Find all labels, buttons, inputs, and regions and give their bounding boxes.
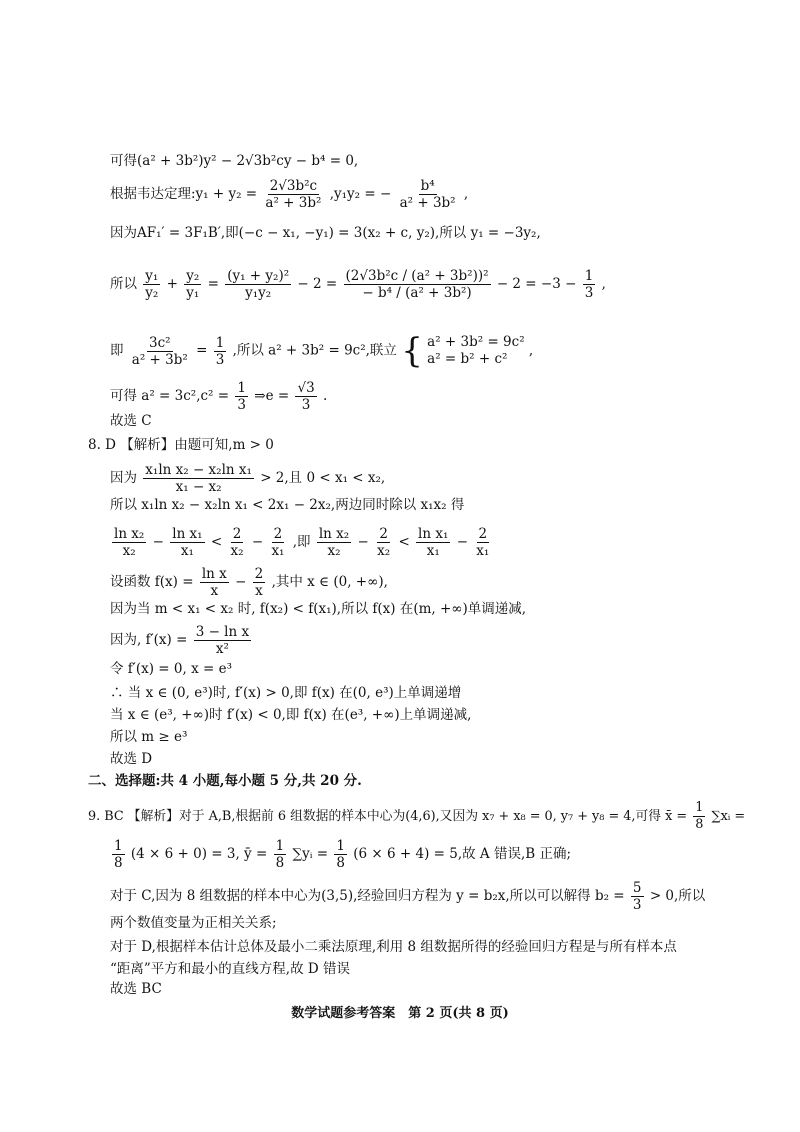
fraction: $\frac{\text{(y₁ + y₂)²}}{\text{y₁y₂}}$ xyxy=(227,268,290,301)
fraction: $\frac{\text{2√3b²c}}{\text{a² + 3b²}}$ xyxy=(265,178,322,211)
fraction: $\frac{1}{8}$ xyxy=(336,838,345,871)
eq-line-quadratic: 可得(a² + 3b²)y² − 2√3b²cy − b⁴ = 0, xyxy=(110,153,359,169)
eq-line: 令 f′(x) = 0, x = e³ xyxy=(110,661,232,677)
eq-line: 因为当 m < x₁ < x₂ 时, f(x₂) < f(x₁),所以 f(x) 在(m, +∞)单调递减, xyxy=(110,601,527,617)
answer-choice: 故选 D xyxy=(110,751,153,767)
compound-fraction: $\frac{\text{(2√3b²c / (a² + 3b²))²}}{\text{− b⁴ / (a² + 3b²)}}$ xyxy=(345,268,489,301)
eq-line-ratio: 所以 $\frac{\text{y₁}}{\text{y₂}}$ + $\frac{\text{y₂}}{\text{y₁}}$ = $\frac{\text{(y₁ + y₂)²}}{\text{y₁y₂}}$ − 2 = $\frac{\text{(2√3b²c / (a² + 3b²))²}}{\text{− b⁴ / (a² + 3b²)}}$ − 2 = −3 − $\frac{1}{3}$ , xyxy=(110,268,606,301)
fraction: $\frac{\text{ln x₂}}{\text{x₂}}$ xyxy=(114,526,145,559)
eq-line: 所以 m ≥ e³ xyxy=(110,729,188,745)
text-line-option-d: 对于 D,根据样本估计总体及最小二乘法原理,利用 8 组数据所得的经验回归方程是与所有样本点 xyxy=(110,939,677,955)
fraction: $\frac{\text{3c²}}{\text{a² + 3b²}}$ xyxy=(131,334,188,368)
eq-line-vieta: 根据韦达定理:y₁ + y₂ = $\frac{\text{2√3b²c}}{\text{a² + 3b²}}$ ,y₁y₂ = − $\frac{\text{b⁴}}{\text{a² + 3b²}}$ , xyxy=(110,178,469,211)
question-9-header: 9. BC 【解析】对于 A,B,根据前 6 组数据的样本中心为(4,6),又因为 x₇ + x₈ = 0, y₇ + y₈ = 4,可得 x̄ = $\frac{1}{8}$ ∑xᵢ = xyxy=(88,800,746,832)
fraction: $\frac{1}{3}$ xyxy=(215,334,225,368)
eq-line-function: 设函数 f(x) = $\frac{\text{ln x}}{x}$ − $\frac{2}{x}$ ,其中 x ∈ (0, +∞), xyxy=(110,566,388,599)
eq-line-option-c: 对于 C,因为 8 组数据的样本中心为(3,5),经验回归方程为 y = b₂x,所以可以解得 b₂ = $\frac{5}{3}$ > 0,所以 xyxy=(110,880,706,913)
eq-line-result: 可得 a² = 3c²,c² = $\frac{1}{3}$ ⇒e = $\frac{√3}{3}$ . xyxy=(110,380,328,413)
eq-line-inequality: $\frac{\text{ln x₂}}{\text{x₂}}$ − $\frac{\text{ln x₁}}{\text{x₁}}$ < $\frac{2}{\text{x₂}}$ − $\frac{2}{\text{x₁}}$ ,即 $\frac{\text{ln x₂}}{\text{x₂}}$ − $\frac{2}{\text{x₂}}$ < $\frac{\text{ln x₁}}{\text{x₁}}$ − $\frac{2}{\text{x₁}}$ xyxy=(114,526,490,559)
answer-choice: 故选 C xyxy=(110,413,152,429)
fraction: $\frac{1}{3}$ xyxy=(237,380,246,413)
answer-choice: 故选 BC xyxy=(110,981,162,997)
page-footer: 数学试题参考答案 第 2 页(共 8 页) xyxy=(291,1006,509,1021)
eq-line: 当 x ∈ (e³, +∞)时 f′(x) < 0,即 f(x) 在(e³, +∞)上单调递减, xyxy=(110,707,472,723)
text-line: 两个数值变量为正相关关系; xyxy=(110,915,277,931)
fraction: $\frac{2}{\text{x₂}}$ xyxy=(230,526,244,559)
section-heading: 二、选择题:共 4 小题,每小题 5 分,共 20 分. xyxy=(88,773,362,789)
fraction: $\frac{1}{8}$ xyxy=(275,838,285,871)
question-8-header: 8. D 【解析】由题可知,m > 0 xyxy=(88,437,274,453)
fraction: $\frac{2}{\text{x₂}}$ xyxy=(377,526,391,559)
fraction: $\frac{1}{8}$ xyxy=(114,838,123,871)
equation-system: a² + 3b² = 9c² a² = b² + c² xyxy=(427,334,525,367)
eq-line: 所以 x₁ln x₂ − x₂ln x₁ < 2x₁ − 2x₂,两边同时除以 x₁x₂ 得 xyxy=(110,497,465,513)
fraction: $\frac{\text{y₂}}{\text{y₁}}$ xyxy=(186,268,200,301)
eq-line-means: $\frac{1}{8}$ (4 × 6 + 0) = 3, ȳ = $\frac{1}{8}$ ∑yᵢ = $\frac{1}{8}$ (6 × 6 + 4) = 5,故 A 错误,B 正确; xyxy=(114,838,571,871)
fraction: $\frac{\text{x₁ln x₂ − x₂ln x₁}}{\text{x₁ − x₂}}$ xyxy=(145,462,252,495)
left-brace: { xyxy=(401,331,423,371)
eq-line: 因为 $\frac{\text{x₁ln x₂ − x₂ln x₁}}{\text{x₁ − x₂}}$ > 2,且 0 < x₁ < x₂, xyxy=(110,462,386,495)
text-line: “距离”平方和最小的直线方程,故 D 错误 xyxy=(110,961,351,977)
fraction: $\frac{\text{b⁴}}{\text{a² + 3b²}}$ xyxy=(399,178,456,211)
eq-line-system: 即 $\frac{\text{3c²}}{\text{a² + 3b²}}$ = $\frac{1}{3}$ ,所以 a² + 3b² = 9c²,联立 { a² + 3b² = 9c² a² = b² + c² , xyxy=(110,331,534,371)
eq-line-derivative: 因为, f′(x) = $\frac{\text{3 − ln x}}{\text{x²}}$ xyxy=(110,624,250,657)
fraction: $\frac{1}{3}$ xyxy=(584,268,594,301)
fraction: $\frac{\text{ln x₂}}{\text{x₂}}$ xyxy=(318,526,350,559)
fraction: $\frac{\text{ln x₁}}{\text{x₁}}$ xyxy=(172,526,203,559)
fraction: $\frac{2}{\text{x₁}}$ xyxy=(476,526,490,559)
fraction: $\frac{\text{3 − ln x}}{\text{x²}}$ xyxy=(195,624,250,657)
fraction: $\frac{5}{3}$ xyxy=(632,880,642,913)
fraction: $\frac{\text{y₁}}{\text{y₂}}$ xyxy=(145,268,159,301)
fraction: $\frac{2}{x}$ xyxy=(254,566,264,599)
fraction: $\frac{1}{8}$ xyxy=(695,800,704,832)
eq-line-vector: 因为AF₁′ = 3F₁B′,即(−c − x₁, −y₁) = 3(x₂ + c, y₂),所以 y₁ = −3y₂, xyxy=(110,225,541,241)
fraction: $\frac{√3}{3}$ xyxy=(297,380,315,413)
fraction: $\frac{\text{ln x₁}}{\text{x₁}}$ xyxy=(418,526,449,559)
eq-line: ∴ 当 x ∈ (0, e³)时, f′(x) > 0,即 f(x) 在(0, e³)上单调递增 xyxy=(110,685,462,701)
fraction: $\frac{2}{\text{x₁}}$ xyxy=(271,526,285,559)
fraction: $\frac{\text{ln x}}{x}$ xyxy=(201,566,227,599)
